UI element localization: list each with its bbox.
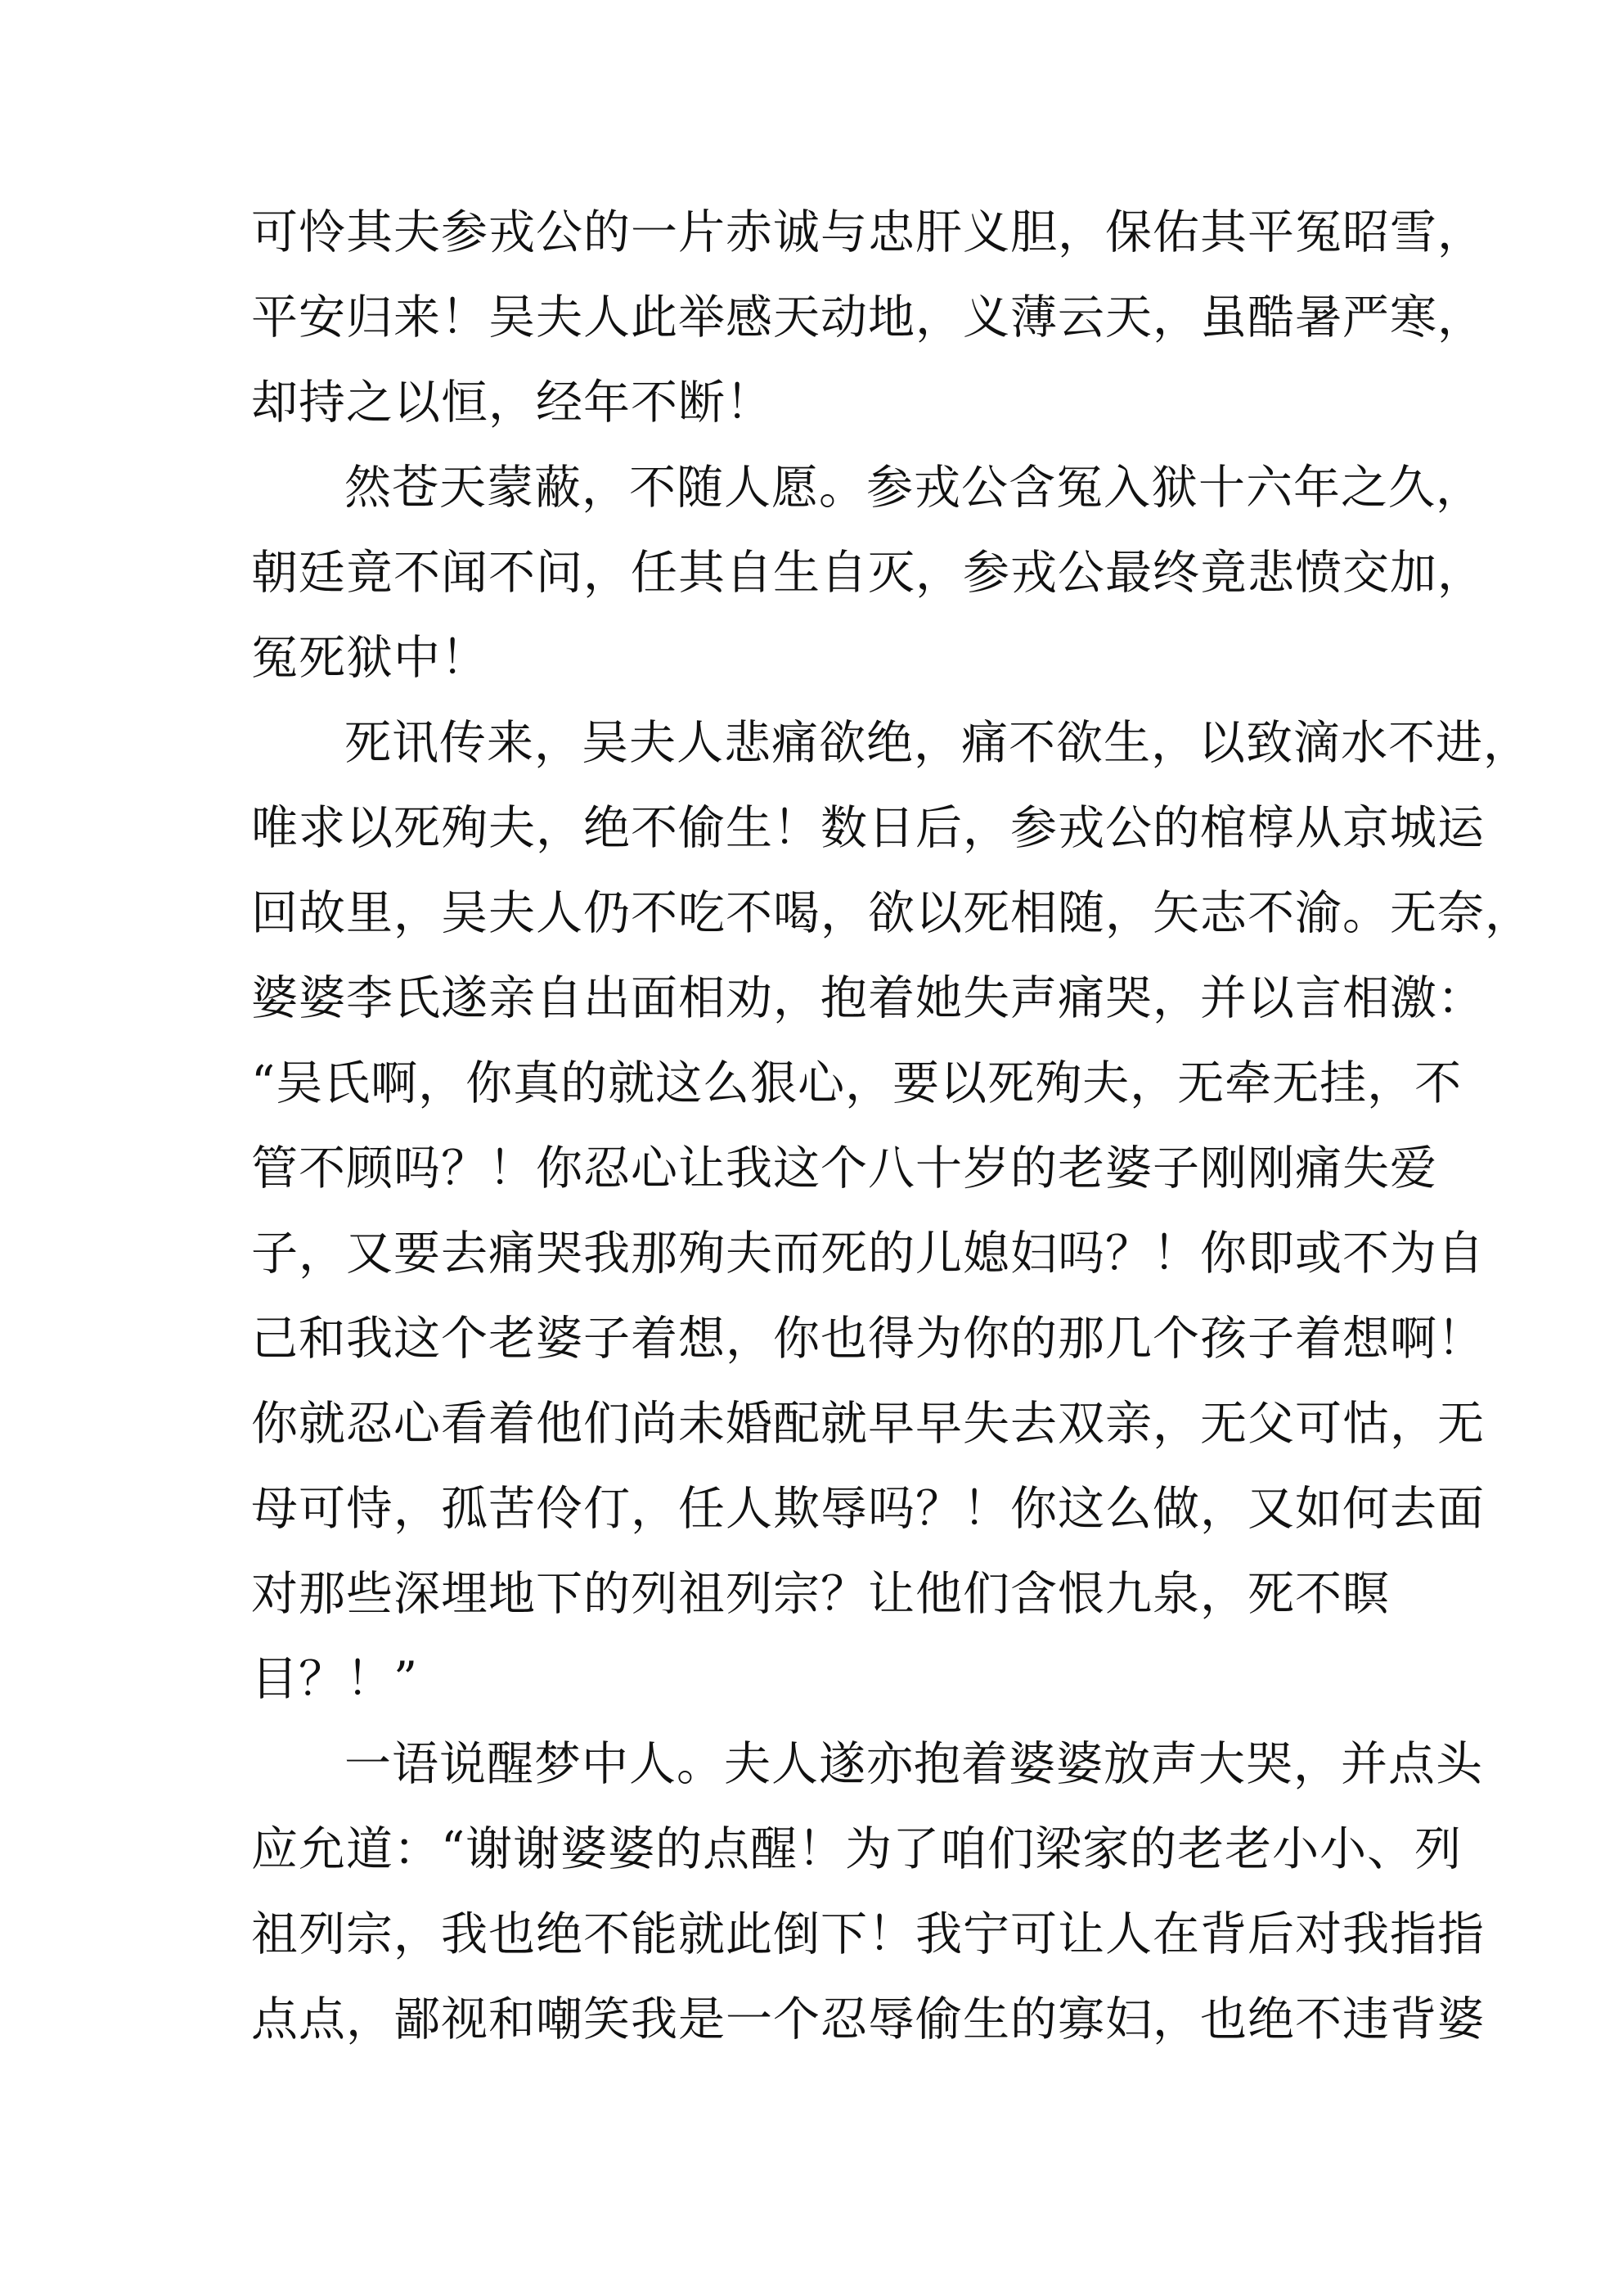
text-line: 目？！”	[251, 1652, 419, 1706]
text-line: 应允道：“谢谢婆婆的点醒！为了咱们梁家的老老小小、列	[251, 1822, 1463, 1876]
text-line: 你就忍心看着他们尚未婚配就早早失去双亲，无父可怙，无	[251, 1397, 1485, 1451]
text-line: 对那些深埋地下的列祖列宗？让他们含恨九泉，死不瞑	[251, 1567, 1390, 1621]
text-line: 可怜其夫参戎公的一片赤诚与忠肝义胆，保佑其平冤昭雪，	[251, 205, 1485, 259]
text-line: 却持之以恒，经年不断！	[251, 376, 773, 430]
text-line: 婆婆李氏遂亲自出面相劝，抱着她失声痛哭，并以言相激：	[251, 971, 1485, 1025]
text-line: 然苍天蒙蔽，不随人愿。参戎公含冤入狱十六年之久，	[344, 461, 1483, 515]
text-line: 平安归来！吴夫人此举感天动地，义薄云天，虽酷暑严寒，	[251, 290, 1485, 344]
text-line: 管不顾吗？！你忍心让我这个八十岁的老婆子刚刚痛失爱	[251, 1141, 1437, 1195]
text-line: 子，又要去痛哭我那殉夫而死的儿媳妇吗？！你即或不为自	[251, 1227, 1485, 1281]
document-body	[251, 190, 1532, 2062]
text-line: 己和我这个老婆子着想，你也得为你的那几个孩子着想啊！	[251, 1312, 1485, 1366]
text-line: 朝廷竟不闻不问，任其自生自灭，参戎公最终竟悲愤交加，	[251, 546, 1485, 600]
text-line: “吴氏啊，你真的就这么狠心，要以死殉夫，无牵无挂，不	[251, 1056, 1463, 1110]
text-line: 死讯传来，吴夫人悲痛欲绝，痛不欲生，以致滴水不进，	[344, 716, 1531, 770]
text-line: 唯求以死殉夫，绝不偷生！数日后，参戎公的棺椁从京城运	[251, 801, 1485, 855]
text-line: 回故里，吴夫人仍不吃不喝，欲以死相随，矢志不渝。无奈，	[251, 886, 1532, 940]
text-line: 祖列宗，我也绝不能就此倒下！我宁可让人在背后对我指指	[251, 1907, 1485, 1961]
text-line: 冤死狱中！	[251, 631, 488, 685]
text-line: 点点，鄙视和嘲笑我是一个忍辱偷生的寡妇，也绝不违背婆	[251, 1992, 1485, 2046]
text-line: 母可恃，孤苦伶仃，任人欺辱吗？！你这么做，又如何去面	[251, 1482, 1485, 1536]
text-line: 一语说醒梦中人。夫人遂亦抱着婆婆放声大哭，并点头	[344, 1737, 1483, 1791]
